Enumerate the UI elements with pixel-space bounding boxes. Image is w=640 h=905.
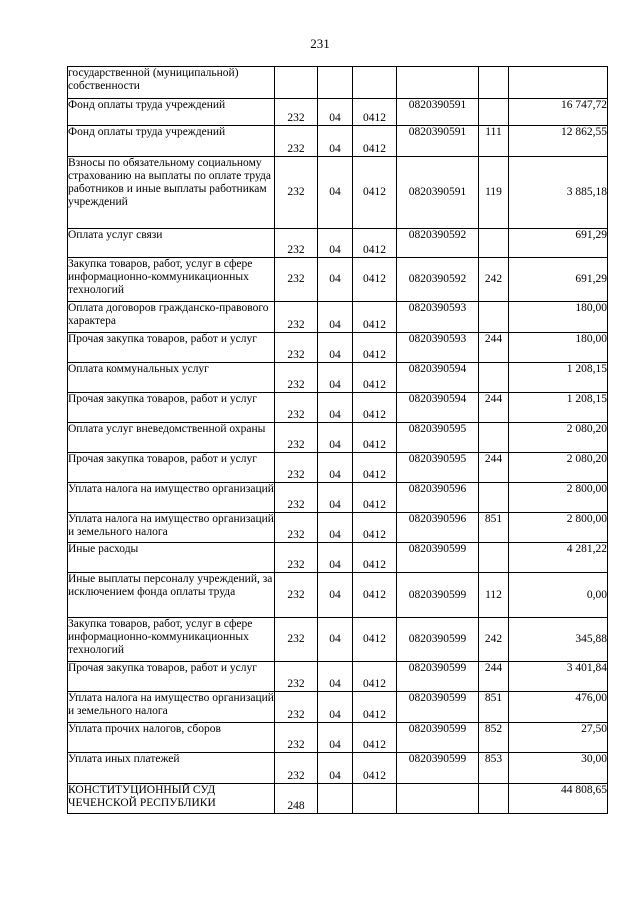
budget-code-glava: 232: [275, 753, 318, 784]
budget-code-target-article: 0820390591: [397, 99, 479, 126]
budget-code-target-article: 0820390594: [397, 393, 479, 423]
table-row: [68, 543, 608, 573]
budget-item-name: Взносы по обязательному социальному страхованию на выплаты по оплате труда работников и иные выплаты работникам учреждений: [68, 157, 275, 229]
budget-code-section: 04: [318, 363, 353, 393]
budget-code-target-article: 0820390592: [397, 258, 479, 302]
table-row: [68, 67, 608, 99]
budget-amount: 2 800,00: [509, 483, 608, 513]
budget-code-glava: 232: [275, 302, 318, 333]
budget-code-subsection: 0412: [353, 573, 397, 618]
budget-code-expense-type: 242: [479, 618, 509, 662]
budget-code-target-article: [397, 784, 479, 814]
budget-code-glava: 232: [275, 333, 318, 363]
budget-code-subsection: 0412: [353, 423, 397, 453]
budget-item-name: Оплата услуг связи: [68, 229, 275, 258]
budget-amount: 345,88: [509, 618, 608, 662]
budget-code-section: [318, 67, 353, 99]
budget-amount: 1 208,15: [509, 363, 608, 393]
table-row: [68, 393, 608, 423]
table-row: [68, 573, 608, 618]
budget-code-subsection: 0412: [353, 229, 397, 258]
budget-code-subsection: [353, 67, 397, 99]
budget-code-section: 04: [318, 453, 353, 483]
budget-code-expense-type: [479, 67, 509, 99]
budget-code-expense-type: 242: [479, 258, 509, 302]
budget-code-section: 04: [318, 393, 353, 423]
budget-code-target-article: 0820390591: [397, 126, 479, 157]
budget-code-section: [318, 784, 353, 814]
budget-amount: 12 862,55: [509, 126, 608, 157]
budget-item-name: Прочая закупка товаров, работ и услуг: [68, 662, 275, 692]
budget-code-subsection: 0412: [353, 543, 397, 573]
budget-code-section: 04: [318, 302, 353, 333]
budget-code-section: 04: [318, 618, 353, 662]
budget-item-name: Прочая закупка товаров, работ и услуг: [68, 333, 275, 363]
budget-code-expense-type: 244: [479, 662, 509, 692]
budget-amount: 0,00: [509, 573, 608, 618]
budget-code-target-article: 0820390595: [397, 423, 479, 453]
budget-code-target-article: 0820390591: [397, 157, 479, 229]
budget-amount: 476,00: [509, 692, 608, 723]
budget-code-expense-type: [479, 423, 509, 453]
table-row: [68, 229, 608, 258]
budget-code-subsection: 0412: [353, 692, 397, 723]
budget-amount: 3 401,84: [509, 662, 608, 692]
budget-item-name: государственной (муниципальной) собственности: [68, 67, 275, 99]
budget-code-glava: 232: [275, 363, 318, 393]
budget-item-name: Иные выплаты персоналу учреждений, за исключением фонда оплаты труда: [68, 573, 275, 618]
budget-code-target-article: 0820390599: [397, 573, 479, 618]
budget-code-expense-type: 851: [479, 513, 509, 543]
budget-code-subsection: 0412: [353, 99, 397, 126]
budget-code-expense-type: 244: [479, 333, 509, 363]
budget-code-expense-type: [479, 302, 509, 333]
budget-code-subsection: 0412: [353, 363, 397, 393]
budget-code-subsection: 0412: [353, 258, 397, 302]
budget-amount: 180,00: [509, 302, 608, 333]
budget-item-name: Уплата налога на имущество организаций и земельного налога: [68, 513, 275, 543]
budget-code-subsection: 0412: [353, 753, 397, 784]
budget-item-name: Уплата налога на имущество организаций и земельного налога: [68, 692, 275, 723]
table-row: [68, 258, 608, 302]
budget-code-target-article: 0820390592: [397, 229, 479, 258]
table-row: [68, 618, 608, 662]
budget-code-section: 04: [318, 692, 353, 723]
budget-amount: 44 808,65: [509, 784, 608, 814]
budget-amount: 180,00: [509, 333, 608, 363]
budget-code-target-article: 0820390599: [397, 692, 479, 723]
budget-code-section: 04: [318, 229, 353, 258]
budget-code-expense-type: 852: [479, 723, 509, 753]
budget-code-section: 04: [318, 126, 353, 157]
budget-code-glava: 232: [275, 662, 318, 692]
budget-item-name: Закупка товаров, работ, услуг в сфере информационно-коммуникационных технологий: [68, 258, 275, 302]
budget-code-subsection: 0412: [353, 126, 397, 157]
budget-code-subsection: 0412: [353, 618, 397, 662]
budget-code-section: 04: [318, 723, 353, 753]
budget-table: [67, 66, 608, 814]
table-row: [68, 157, 608, 229]
budget-item-name: Прочая закупка товаров, работ и услуг: [68, 393, 275, 423]
budget-amount: 691,29: [509, 229, 608, 258]
budget-code-target-article: 0820390599: [397, 618, 479, 662]
budget-amount: 4 281,22: [509, 543, 608, 573]
budget-code-glava: [275, 67, 318, 99]
budget-amount: 30,00: [509, 753, 608, 784]
budget-code-expense-type: [479, 363, 509, 393]
budget-amount: 3 885,18: [509, 157, 608, 229]
budget-code-glava: 232: [275, 157, 318, 229]
budget-amount: 2 080,20: [509, 453, 608, 483]
budget-code-target-article: 0820390599: [397, 662, 479, 692]
budget-code-section: 04: [318, 753, 353, 784]
table-row: [68, 333, 608, 363]
budget-code-section: 04: [318, 573, 353, 618]
budget-code-expense-type: 112: [479, 573, 509, 618]
budget-code-target-article: 0820390593: [397, 302, 479, 333]
budget-code-expense-type: 244: [479, 393, 509, 423]
budget-amount: 27,50: [509, 723, 608, 753]
budget-code-glava: 248: [275, 784, 318, 814]
table-row: [68, 99, 608, 126]
budget-code-section: 04: [318, 543, 353, 573]
budget-code-target-article: 0820390596: [397, 513, 479, 543]
budget-code-target-article: 0820390595: [397, 453, 479, 483]
budget-code-expense-type: 853: [479, 753, 509, 784]
budget-code-subsection: [353, 784, 397, 814]
table-row: [68, 753, 608, 784]
budget-amount: 2 800,00: [509, 513, 608, 543]
budget-code-subsection: 0412: [353, 333, 397, 363]
budget-item-name: Прочая закупка товаров, работ и услуг: [68, 453, 275, 483]
budget-code-expense-type: [479, 229, 509, 258]
budget-code-section: 04: [318, 333, 353, 363]
budget-code-section: 04: [318, 423, 353, 453]
budget-item-name: КОНСТИТУЦИОННЫЙ СУД ЧЕЧЕНСКОЙ РЕСПУБЛИКИ: [68, 784, 275, 814]
budget-code-glava: 232: [275, 483, 318, 513]
budget-code-glava: 232: [275, 453, 318, 483]
budget-item-name: Оплата договоров гражданско-правового характера: [68, 302, 275, 333]
budget-code-expense-type: [479, 483, 509, 513]
budget-code-section: 04: [318, 258, 353, 302]
table-row: [68, 302, 608, 333]
table-row: [68, 423, 608, 453]
budget-code-section: 04: [318, 513, 353, 543]
budget-item-name: Иные расходы: [68, 543, 275, 573]
budget-code-target-article: [397, 67, 479, 99]
budget-code-subsection: 0412: [353, 302, 397, 333]
budget-code-expense-type: 111: [479, 126, 509, 157]
budget-item-name: Закупка товаров, работ, услуг в сфере информационно-коммуникационных технологий: [68, 618, 275, 662]
budget-code-expense-type: 119: [479, 157, 509, 229]
budget-amount: 1 208,15: [509, 393, 608, 423]
table-row: [68, 662, 608, 692]
budget-item-name: Фонд оплаты труда учреждений: [68, 126, 275, 157]
budget-code-section: 04: [318, 662, 353, 692]
budget-code-subsection: 0412: [353, 513, 397, 543]
table-row: [68, 126, 608, 157]
budget-amount: 16 747,72: [509, 99, 608, 126]
budget-code-glava: 232: [275, 99, 318, 126]
budget-item-name: Уплата иных платежей: [68, 753, 275, 784]
budget-code-glava: 232: [275, 692, 318, 723]
budget-code-target-article: 0820390599: [397, 753, 479, 784]
budget-code-glava: 232: [275, 513, 318, 543]
table-row: [68, 513, 608, 543]
budget-code-glava: 232: [275, 423, 318, 453]
table-row: [68, 453, 608, 483]
budget-code-subsection: 0412: [353, 723, 397, 753]
budget-item-name: Уплата налога на имущество организаций: [68, 483, 275, 513]
budget-code-glava: 232: [275, 393, 318, 423]
budget-code-section: 04: [318, 99, 353, 126]
budget-code-subsection: 0412: [353, 157, 397, 229]
budget-code-target-article: 0820390594: [397, 363, 479, 393]
budget-code-section: 04: [318, 157, 353, 229]
budget-code-subsection: 0412: [353, 662, 397, 692]
table-row: [68, 692, 608, 723]
budget-code-glava: 232: [275, 543, 318, 573]
budget-item-name: Уплата прочих налогов, сборов: [68, 723, 275, 753]
budget-code-glava: 232: [275, 573, 318, 618]
budget-code-subsection: 0412: [353, 483, 397, 513]
table-row: [68, 723, 608, 753]
budget-amount: 691,29: [509, 258, 608, 302]
budget-item-name: Оплата услуг вневедомственной охраны: [68, 423, 275, 453]
budget-code-expense-type: [479, 99, 509, 126]
budget-code-glava: 232: [275, 723, 318, 753]
budget-code-glava: 232: [275, 618, 318, 662]
budget-code-glava: 232: [275, 258, 318, 302]
budget-code-expense-type: [479, 543, 509, 573]
budget-code-target-article: 0820390599: [397, 723, 479, 753]
budget-code-expense-type: 244: [479, 453, 509, 483]
budget-amount: [509, 67, 608, 99]
page-number: 231: [310, 36, 330, 51]
budget-amount: 2 080,20: [509, 423, 608, 453]
budget-code-subsection: 0412: [353, 393, 397, 423]
table-row: [68, 483, 608, 513]
budget-code-section: 04: [318, 483, 353, 513]
budget-code-expense-type: 851: [479, 692, 509, 723]
budget-item-name: Фонд оплаты труда учреждений: [68, 99, 275, 126]
budget-code-target-article: 0820390593: [397, 333, 479, 363]
table-row: [68, 363, 608, 393]
table-row: [68, 784, 608, 814]
budget-code-target-article: 0820390596: [397, 483, 479, 513]
budget-item-name: Оплата коммунальных услуг: [68, 363, 275, 393]
budget-code-glava: 232: [275, 229, 318, 258]
budget-code-expense-type: [479, 784, 509, 814]
budget-code-glava: 232: [275, 126, 318, 157]
budget-code-subsection: 0412: [353, 453, 397, 483]
budget-code-target-article: 0820390599: [397, 543, 479, 573]
